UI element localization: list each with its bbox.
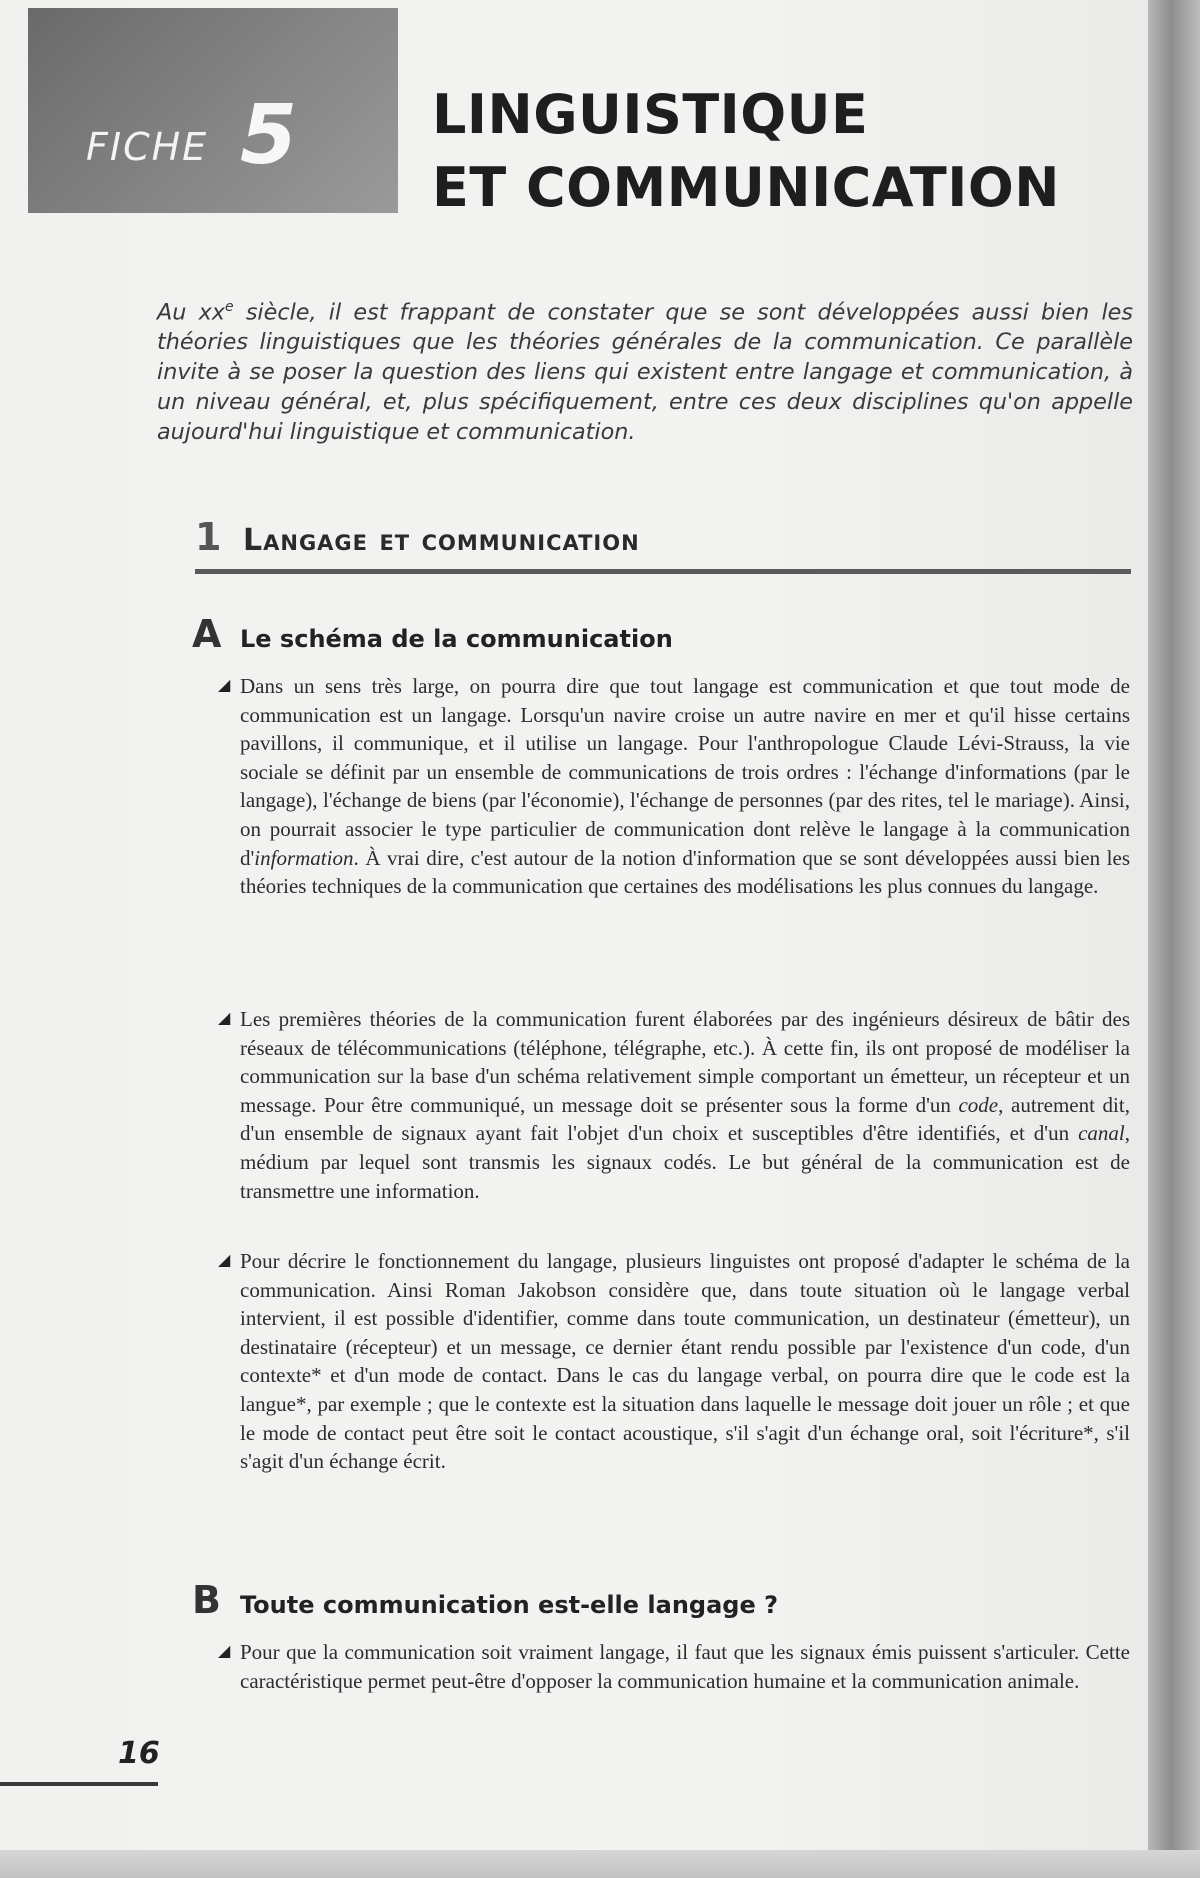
bullet-icon: ◢ — [218, 1010, 231, 1027]
intro-text-rest: siècle, il est frappant de constater que se sont développées aussi bien les théories linguistiques que les théories générales de la communication. Ce parallèle invite à se poser la question des liens qui existent entre langage et communication, à un niveau général, et, plus spécifiquement, entre ces deux disciplines qu'on appelle aujourd'hui linguistique et communication. — [157, 299, 1133, 446]
fiche-label: FICHE — [86, 125, 209, 169]
paragraph-b1 — [218, 1638, 1130, 1695]
emphasis-text: information — [254, 845, 354, 870]
page-number: 16 — [118, 1736, 160, 1771]
subsection-title: Le schéma de la communication — [240, 625, 673, 653]
section-number: 1 — [195, 515, 222, 559]
chapter-title — [432, 78, 1132, 224]
bullet-icon: ◢ — [218, 1643, 231, 1660]
subsection-title: Toute communication est-elle langage ? — [240, 1591, 779, 1619]
page-number-rule — [0, 1782, 158, 1786]
emphasis-text: canal — [1078, 1121, 1125, 1146]
fiche-banner — [28, 8, 398, 213]
paragraph-a2 — [218, 1005, 1130, 1205]
subsection-a-heading — [192, 612, 673, 656]
paragraph-text: Pour décrire le fonctionnement du langage, plusieurs linguistes ont proposé d'adapter le schéma de la communication. Ainsi Roman Jakobson considère que, dans toute situation où le langage verbal intervient, il est possible d'identifier, comme dans toute communication, un destinateur (émetteur), un destinataire (récepteur) et un message, ce dernier étant rendu possible par l'existence d'un code, d'un contexte* et d'un mode de contact. Dans le cas du langage verbal, on pourra dire que le code est la langue*, par exemple ; que le contexte est la situation dans laquelle le message doit jouer un rôle ; et que le mode de contact peut être soit le contact acoustique, s'il s'agit d'un échange oral, soit l'écriture*, s'il s'agit d'un échange écrit. — [240, 1249, 1130, 1474]
paragraph-text: , autrement dit, d'un ensemble de signaux ayant fait l'objet d'un choix et susceptibles d'être identifiés, et d'un — [240, 1092, 1130, 1146]
bullet-icon: ◢ — [218, 677, 231, 694]
intro-text-start: Au xx — [157, 299, 225, 326]
subsection-letter: B — [192, 1578, 221, 1622]
paragraph-text: Dans un sens très large, on pourra dire que tout langage est communication et que tout mode de communication est un langage. Lorsqu'un navire croise un autre navire en mer et qu'il hisse certains pavillons, il communique, et il utilise un langage. Pour l'anthropologue Claude Lévi-Strauss, la vie sociale se définit par un ensemble de communications de trois ordres : l'échange d'informations (par le langage), l'échange de biens (par l'économie), l'échange de personnes (par des rites, tel le mariage). Ainsi, on pourrait associer le type particulier de communication dont relève le langage à la communication d' — [240, 674, 1130, 870]
paragraph-text: Pour que la communication soit vraiment langage, il faut que les signaux émis puissent s'articuler. Cette caractéristique permet peut-être d'opposer la communication humaine et la communication animale. — [240, 1640, 1130, 1693]
book-spine-shadow — [1148, 0, 1200, 1878]
section-1-heading — [195, 515, 1131, 574]
chapter-title-line1: LINGUISTIQUE — [432, 83, 869, 146]
paragraph-a3 — [218, 1247, 1130, 1476]
paragraph-text: . À vrai dire, c'est autour de la notion d'information que se sont développées aussi bien les théories techniques de la communication que certaines des modélisations les plus connues du langage. — [240, 845, 1130, 899]
paragraph-a1 — [218, 672, 1130, 901]
chapter-title-line2: ET COMMUNICATION — [432, 156, 1060, 219]
fiche-number: 5 — [240, 88, 298, 183]
intro-superscript: e — [224, 299, 234, 315]
bullet-icon: ◢ — [218, 1252, 231, 1269]
section-title: Langage et communication — [243, 523, 640, 558]
scan-bottom-edge — [0, 1850, 1200, 1878]
paragraph-text: Les premières théories de la communication furent élaborées par des ingénieurs désireux de bâtir des réseaux de télécommunications (téléphone, télégraphe, etc.). À cette fin, ils ont proposé de modéliser la communication sur la base d'un schéma relativement simple comportant un émetteur, un récepteur et un message. Pour être communiqué, un message doit se présenter sous la forme d'un — [240, 1007, 1130, 1117]
subsection-letter: A — [192, 612, 222, 656]
paragraph-text: , médium par lequel sont transmis les signaux codés. Le but général de la communication est de transmettre une information. — [240, 1121, 1130, 1203]
emphasis-text: code — [958, 1092, 999, 1117]
subsection-b-heading — [192, 1578, 778, 1622]
intro-paragraph — [157, 292, 1133, 447]
